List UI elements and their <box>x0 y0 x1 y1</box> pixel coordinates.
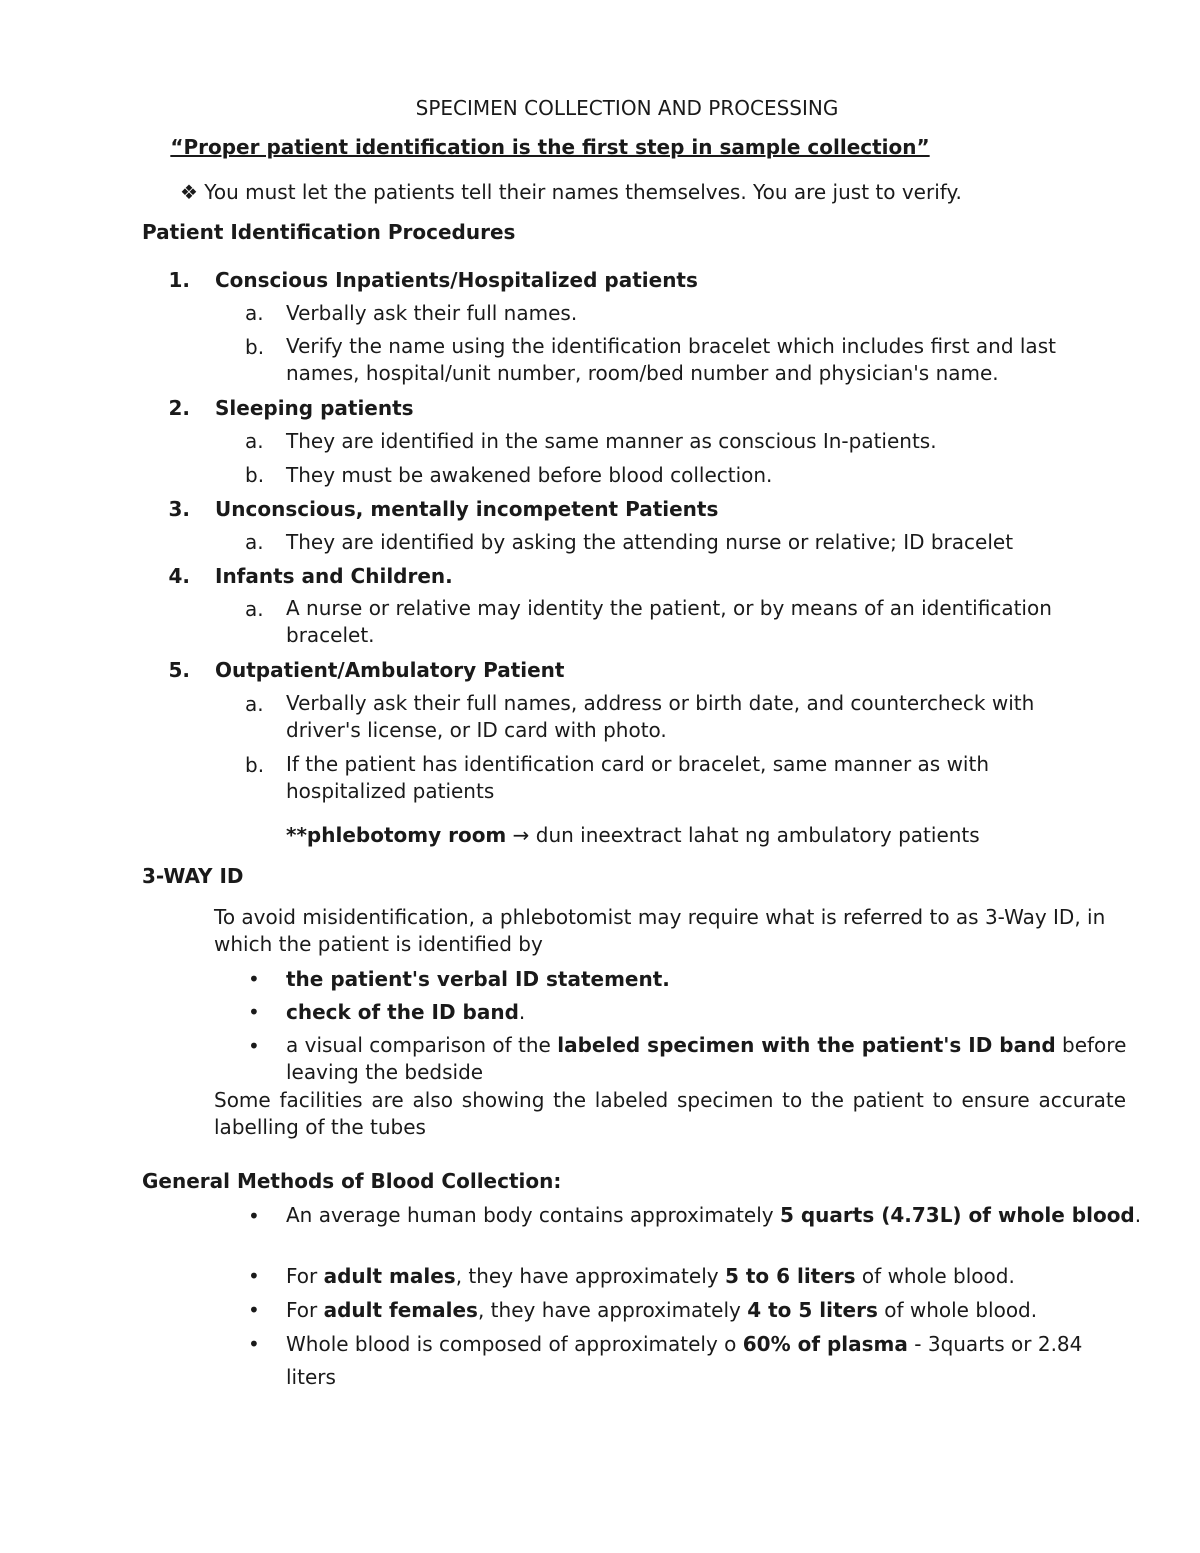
sub-letter: a. <box>245 301 264 325</box>
item-number: 2. <box>168 396 190 420</box>
sub-text: They are identified by asking the attending nurse or relative; ID bracelet <box>286 530 1014 554</box>
item-title: Infants and Children. <box>215 564 453 588</box>
three-way-closing: Some facilities are also showing the labeled specimen to the patient to ensure accurate labelling of the tubes <box>214 1088 1126 1139</box>
item-number: 4. <box>168 564 190 588</box>
three-way-intro: To avoid misidentification, a phlebotomist may require what is referred to as 3-Way ID, in which the patient is identified by <box>214 905 1106 956</box>
bullet-glyph: • <box>248 1298 260 1322</box>
diamond-bullet-icon: ❖ <box>180 180 198 204</box>
three-way-bullet-3-post: before leaving the bedside <box>286 1033 1127 1084</box>
bullet-glyph: • <box>248 1264 260 1288</box>
sub-text: Verify the name using the identification bracelet which includes first and last names, hospital/unit number, room/bed number and physician's name. <box>286 334 1056 385</box>
blood-bullet-4-post: - 3quarts or 2.84 liters <box>286 1332 1083 1389</box>
blood-bullet-2-post: of whole blood. <box>855 1264 1015 1288</box>
sub-text: Verbally ask their full names, address or birth date, and countercheck with driver's license, or ID card with photo. <box>286 691 1035 742</box>
blood-bullet-4-bold: 60% of plasma <box>742 1332 908 1356</box>
section-heading-blood-collection: General Methods of Blood Collection: <box>142 1169 562 1193</box>
blood-bullet-2-mid: , they have approximately <box>455 1264 725 1288</box>
blood-bullet-2 <box>286 1266 1015 1286</box>
blood-bullet-2-bold-1: adult males <box>323 1264 456 1288</box>
phlebotomy-note <box>286 825 980 845</box>
blood-bullet-3-bold-2: 4 to 5 liters <box>747 1298 878 1322</box>
item-number: 5. <box>168 658 190 682</box>
sub-text: Verbally ask their full names. <box>286 301 578 325</box>
phlebotomy-note-bold: **phlebotomy room <box>286 823 507 847</box>
blood-bullet-2-bold-2: 5 to 6 liters <box>724 1264 856 1288</box>
intro-bullet <box>180 182 962 202</box>
sub-text: They must be awakened before blood collection. <box>286 463 773 487</box>
blood-bullet-3-pre: For <box>286 1298 324 1322</box>
blood-bullet-3 <box>286 1300 1037 1320</box>
blood-bullet-1-post: . <box>1134 1203 1142 1227</box>
sub-letter: b. <box>245 463 265 487</box>
blood-bullet-1-bold: 5 quarts (4.73L) of whole blood <box>779 1203 1135 1227</box>
sub-letter: a. <box>245 692 264 716</box>
three-way-bullet-3-pre: a visual comparison of the <box>286 1033 558 1057</box>
three-way-bullet-2-rest: . <box>518 1000 526 1024</box>
three-way-bullet-2-bold: check of the ID band <box>286 1000 519 1024</box>
bullet-glyph: • <box>248 967 260 991</box>
bullet-glyph: • <box>248 1204 260 1228</box>
three-way-bullet-2 <box>286 1002 525 1022</box>
sub-text: A nurse or relative may identity the patient, or by means of an identification bracelet. <box>286 596 1052 647</box>
blood-bullet-4-pre: Whole blood is composed of approximately o <box>286 1332 743 1356</box>
section-heading-3-way-id: 3-WAY ID <box>142 864 244 888</box>
bullet-glyph: • <box>248 1332 260 1356</box>
blood-bullet-1-pre: An average human body contains approximately <box>286 1203 780 1227</box>
item-title: Sleeping patients <box>215 396 414 420</box>
item-title: Conscious Inpatients/Hospitalized patients <box>215 268 698 292</box>
blood-bullet-1 <box>286 1202 1146 1229</box>
item-number: 1. <box>168 268 190 292</box>
sub-text: If the patient has identification card or bracelet, same manner as with hospitalized patients <box>286 752 990 803</box>
blood-bullet-4 <box>286 1328 1106 1394</box>
bullet-glyph: • <box>248 1000 260 1024</box>
intro-text: You must let the patients tell their names themselves. You are just to verify. <box>204 180 962 204</box>
item-title: Outpatient/Ambulatory Patient <box>215 658 565 682</box>
sub-letter: b. <box>245 753 265 777</box>
sub-text: They are identified in the same manner as conscious In-patients. <box>286 429 937 453</box>
blood-bullet-3-mid: , they have approximately <box>477 1298 748 1322</box>
three-way-bullet-1: the patient's verbal ID statement. <box>286 967 670 991</box>
item-number: 3. <box>168 497 190 521</box>
sub-letter: a. <box>245 429 264 453</box>
document-subtitle: “Proper patient identification is the first step in sample collection” <box>170 135 930 159</box>
blood-bullet-3-bold-1: adult females <box>323 1298 478 1322</box>
phlebotomy-note-text: → dun ineextract lahat ng ambulatory patients <box>506 823 980 847</box>
three-way-bullet-3 <box>286 1032 1136 1086</box>
sub-letter: a. <box>245 597 264 621</box>
bullet-glyph: • <box>248 1034 260 1058</box>
blood-bullet-3-post: of whole blood. <box>877 1298 1038 1322</box>
three-way-bullet-3-bold: labeled specimen with the patient's ID band <box>557 1033 1056 1057</box>
sub-letter: a. <box>245 530 264 554</box>
section-heading-patient-id: Patient Identification Procedures <box>142 220 516 244</box>
blood-bullet-2-pre: For <box>286 1264 324 1288</box>
sub-letter: b. <box>245 335 265 359</box>
item-title: Unconscious, mentally incompetent Patients <box>215 497 719 521</box>
document-title: SPECIMEN COLLECTION AND PROCESSING <box>415 96 839 120</box>
